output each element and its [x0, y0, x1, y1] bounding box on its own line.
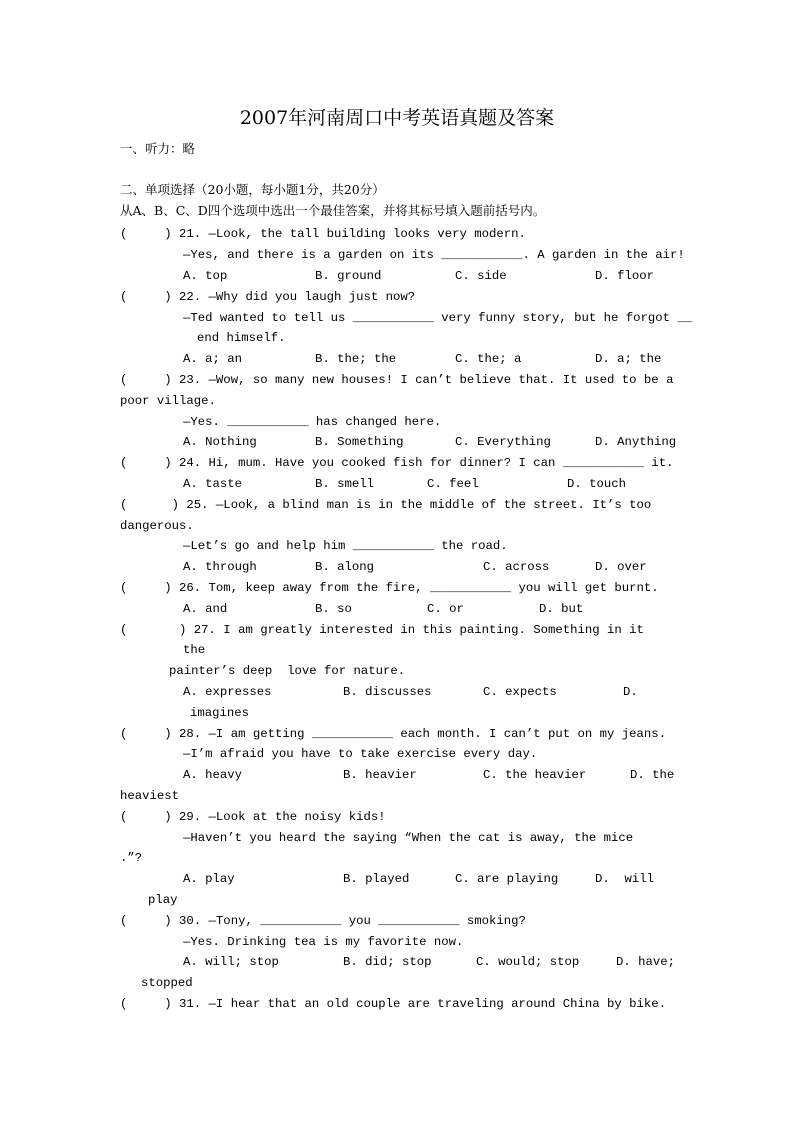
q29-option-a: A. play [183, 872, 235, 886]
section-instruction: 从A、B、C、D四个选项中选出一个最佳答案，并将其标号填入题前括号内。 [120, 203, 546, 218]
q23-option-d: D. Anything [595, 435, 677, 449]
q26-option-d: D. but [539, 602, 584, 616]
q27-option-d: D. [623, 685, 638, 699]
q25-option-a: A. through [183, 560, 257, 574]
q24-option-c: C. feel [427, 477, 479, 491]
q30-option-d: D. have; [616, 955, 676, 969]
q21-option-d: D. floor [595, 269, 655, 283]
q27-option-b: B. discusses [343, 685, 432, 699]
q29-option-d: D. will [595, 872, 655, 886]
q25-option-d: D. over [595, 560, 647, 574]
question-23-stem: ( ) 23. —Wow, so many new houses! I can’t believe that. It used to be a [120, 373, 674, 387]
question-24-stem: ( ) 24. Hi, mum. Have you cooked fish for dinner? I can ___________ it. [120, 456, 674, 470]
question-27-stem: ( ) 27. I am greatly interested in this painting. Something in it [120, 623, 644, 637]
q28-option-b: B. heavier [343, 768, 417, 782]
q25-option-c: C. across [483, 560, 550, 574]
q29-option-b: B. played [343, 872, 410, 886]
q23-option-a: A. Nothing [183, 435, 257, 449]
q30-option-a: A. will; stop [183, 955, 279, 969]
q26-option-c: C. or [427, 602, 464, 616]
question-25-stem: ( ) 25. —Look, a blind man is in the middle of the street. It’s too [120, 498, 652, 512]
q21-option-b: B. ground [315, 269, 382, 283]
question-29-stem: ( ) 29. —Look at the noisy kids! [120, 810, 386, 824]
q23-option-b: B. Something [315, 435, 404, 449]
q21-option-a: A. top [183, 269, 228, 283]
q24-option-d: D. touch [567, 477, 627, 491]
q24-option-a: A. taste [183, 477, 243, 491]
q23-option-c: C. Everything [455, 435, 551, 449]
q21-option-c: C. side [455, 269, 507, 283]
q26-option-a: A. and [183, 602, 228, 616]
question-28-stem: ( ) 28. —I am getting ___________ each month. I can’t put on my jeans. [120, 727, 667, 741]
q28-option-a: A. heavy [183, 768, 243, 782]
question-28-line: —I’m afraid you have to take exercise every day. [183, 747, 538, 761]
question-29-cont: .”? [120, 851, 143, 865]
question-23-line: —Yes. ___________ has changed here. [183, 415, 442, 429]
question-29-cont-2: play [148, 893, 178, 907]
q22-option-a: A. a; an [183, 352, 243, 366]
q30-option-c: C. would; stop [476, 955, 580, 969]
question-28-cont: heaviest [120, 789, 180, 803]
question-22-cont: end himself. [197, 331, 286, 345]
question-27-cont-2: painter’s deep love for nature. [169, 664, 406, 678]
question-21-line: —Yes, and there is a garden on its ___________. A garden in the air! [183, 248, 685, 262]
section-heading: 二、单项选择（20小题，每小题1分，共20分） [120, 182, 385, 197]
question-31-stem: ( ) 31. —I hear that an old couple are traveling around China by bike. [120, 997, 667, 1011]
q22-option-c: C. the; a [455, 352, 522, 366]
q28-option-c: C. the heavier [483, 768, 587, 782]
question-25-cont: dangerous. [120, 519, 194, 533]
q22-option-b: B. the; the [315, 352, 397, 366]
q25-option-b: B. along [315, 560, 375, 574]
question-29-line: —Haven’t you heard the saying “When the cat is away, the mice [183, 831, 634, 845]
q24-option-b: B. smell [315, 477, 375, 491]
q27-option-c: C. expects [483, 685, 557, 699]
page-title: 2007年河南周口中考英语真题及答案 [239, 107, 555, 129]
q28-option-d: D. the [630, 768, 675, 782]
question-21-stem: ( ) 21. —Look, the tall building looks very modern. [120, 227, 526, 241]
question-23-cont: poor village. [120, 394, 216, 408]
question-27-cont-1: the [183, 643, 206, 657]
q30-option-b: B. did; stop [343, 955, 432, 969]
question-22-stem: ( ) 22. —Why did you laugh just now? [120, 290, 416, 304]
question-26-stem: ( ) 26. Tom, keep away from the fire, ___________ you will get burnt. [120, 581, 659, 595]
question-27-cont-3: imagines [190, 706, 250, 720]
question-30-stem: ( ) 30. —Tony, ___________ you ___________ smoking? [120, 914, 526, 928]
question-30-cont: stopped [141, 976, 193, 990]
section-listening: 一、听力：略 [120, 141, 196, 156]
q29-option-c: C. are playing [455, 872, 559, 886]
q22-option-d: D. a; the [595, 352, 662, 366]
question-22-line: —Ted wanted to tell us ___________ very funny story, but he forgot __ [183, 311, 693, 325]
question-30-line: —Yes. Drinking tea is my favorite now. [183, 935, 464, 949]
q26-option-b: B. so [315, 602, 352, 616]
q27-option-a: A. expresses [183, 685, 272, 699]
question-25-line: —Let’s go and help him ___________ the road. [183, 539, 508, 553]
